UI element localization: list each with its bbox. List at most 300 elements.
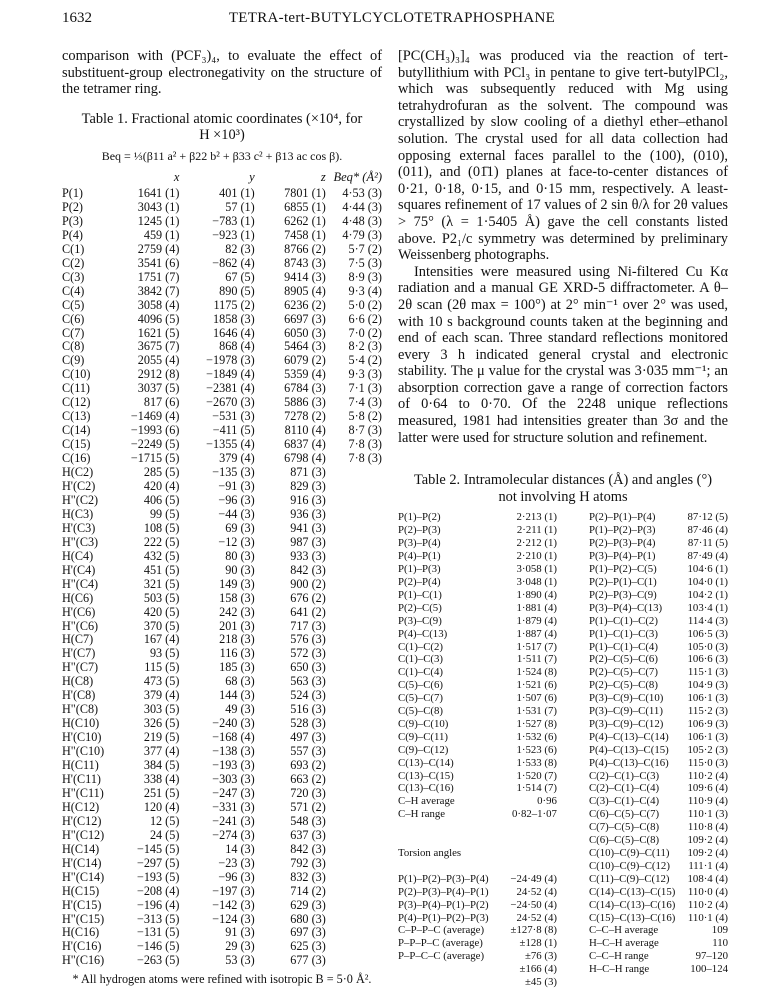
beq-value: [332, 578, 382, 592]
atom-label: H(C6): [62, 590, 94, 605]
coord-x: 1621 (5): [137, 325, 180, 340]
table-row: [62, 703, 382, 717]
table-row: [62, 313, 382, 327]
beq-value: [332, 815, 382, 829]
coord-y: 67 (5): [225, 269, 255, 284]
table-row: [62, 954, 382, 968]
atom-label: H(C15): [62, 883, 100, 898]
coord-x: −131 (5): [136, 925, 180, 940]
angle-label: C(2)–C(1)–C(3): [588, 769, 660, 782]
table-row: [398, 679, 728, 692]
coord-z: 717 (3): [290, 618, 326, 633]
atom-label: C(10): [62, 367, 91, 382]
table-row: [62, 410, 382, 424]
coord-z: 697 (3): [290, 925, 326, 940]
table-row: [62, 675, 382, 689]
coord-x: 3043 (1): [137, 199, 180, 214]
table2-caption-line2: not involving H atoms: [498, 488, 628, 505]
coord-y: −197 (3): [212, 883, 255, 898]
atom-label: C(13): [62, 409, 91, 424]
left-column: [62, 48, 382, 987]
angle-label: H–C–H average: [588, 937, 659, 950]
coord-x: 817 (6): [143, 395, 180, 410]
table-row: [398, 782, 728, 795]
beq-value: 4·44 (3): [342, 199, 382, 214]
bond-value: 1·881 (4): [516, 601, 557, 614]
beq-value: [332, 606, 382, 620]
angle-label: C(11)–C(9)–C(12): [588, 872, 670, 885]
atom-label: C(11): [62, 381, 90, 396]
beq-value: 5·7 (2): [348, 241, 382, 256]
bond-value: 1·521 (6): [516, 679, 557, 692]
beq-value: [332, 536, 382, 550]
coord-z: 571 (2): [290, 799, 326, 814]
table-row: [62, 187, 382, 201]
bond-label: P(3)–P(4): [398, 537, 441, 550]
beq-value: [332, 801, 382, 815]
table-row: [398, 770, 728, 783]
coord-x: 1245 (1): [137, 213, 180, 228]
coord-z: 8743 (3): [284, 255, 326, 270]
table-row: [62, 201, 382, 215]
angle-value: 106·9 (3): [687, 717, 728, 730]
angle-label: P(1)–C(1)–C(3): [588, 627, 658, 640]
table-row: [398, 950, 728, 963]
coord-y: −862 (4): [212, 255, 255, 270]
coord-y: −2670 (3): [206, 395, 255, 410]
coord-y: 57 (1): [225, 199, 255, 214]
table-row: [62, 745, 382, 759]
bond-label: P(2)–P(4): [398, 575, 441, 588]
coord-x: −146 (5): [136, 939, 180, 954]
coord-z: 933 (3): [290, 548, 326, 563]
beq-value: 5·0 (2): [348, 297, 382, 312]
coord-x: 3842 (7): [137, 283, 180, 298]
coord-x: 326 (5): [143, 716, 180, 731]
angle-value: 110·0 (4): [687, 885, 728, 898]
bond-label: C(5)–C(8): [398, 705, 443, 718]
coord-y: −142 (3): [212, 897, 255, 912]
angle-value: 110·8 (4): [687, 821, 728, 834]
page-number: 1632: [62, 10, 92, 26]
coord-x: 420 (4): [143, 478, 180, 493]
table1-caption-line1: Table 1. Fractional atomic coordinates (×10⁴, for: [81, 110, 363, 127]
table1-caption-line2: H ×10³): [199, 127, 245, 144]
bond-label: P(4)–P(1)–P(2)–P(3): [398, 911, 489, 924]
bond-value: [489, 847, 561, 860]
bond-label: P(1)–C(1): [398, 588, 442, 601]
coord-y: −1849 (4): [206, 367, 255, 382]
coord-y: 401 (1): [219, 185, 255, 200]
coord-y: −531 (3): [212, 409, 255, 424]
beq-value: [332, 647, 382, 661]
angle-label: P(1)–C(1)–C(2): [588, 614, 658, 627]
bond-label: P(1)–P(2)–P(3)–P(4): [398, 872, 489, 885]
beq-value: 9·3 (3): [348, 367, 382, 382]
coord-y: −2381 (4): [206, 381, 255, 396]
table-row: [62, 327, 382, 341]
coord-x: 321 (5): [143, 576, 180, 591]
coord-y: 91 (3): [225, 925, 255, 940]
coord-x: 1641 (1): [137, 185, 180, 200]
atom-label: H'(C14): [62, 855, 102, 870]
atom-label: C(15): [62, 437, 91, 452]
coord-z: 548 (3): [290, 813, 326, 828]
bond-label: P(2)–C(5): [398, 601, 442, 614]
table-row: [62, 940, 382, 954]
coord-x: 2055 (4): [137, 353, 180, 368]
bond-label: C(9)–C(11): [398, 730, 448, 743]
table-row: [398, 615, 728, 628]
bond-value: −24·50 (4): [510, 898, 557, 911]
atom-label: H"(C6): [62, 618, 99, 633]
angle-label: P(3)–P(4)–P(1): [588, 550, 656, 563]
coord-y: 158 (3): [219, 590, 255, 605]
table-row: [62, 466, 382, 480]
atom-label: H"(C14): [62, 869, 105, 884]
coord-z: 842 (3): [290, 562, 326, 577]
angle-value: 97–120: [695, 950, 728, 963]
coord-y: −240 (3): [212, 716, 255, 731]
angle-label: C–C–H range: [588, 950, 649, 963]
table-row: [62, 717, 382, 731]
angle-value: 106·6 (3): [687, 653, 728, 666]
angle-value: 110·9 (4): [687, 795, 728, 808]
beq-value: [332, 661, 382, 675]
angle-value: 105·0 (3): [687, 640, 728, 653]
beq-value: [332, 787, 382, 801]
angle-value: 109·2 (4): [687, 834, 728, 847]
beq-value: [332, 745, 382, 759]
table-row: [62, 522, 382, 536]
atom-label: H'(C11): [62, 772, 101, 786]
atom-label: P(4): [62, 227, 83, 242]
coord-x: 115 (5): [144, 660, 180, 675]
angle-label: P(2)–P(1)–C(1): [588, 575, 657, 588]
beq-value: [332, 550, 382, 564]
bond-label: C(9)–C(10): [398, 717, 449, 730]
bond-label: C–H average: [398, 795, 455, 808]
coord-y: −331 (3): [212, 799, 255, 814]
header-x: x: [173, 169, 180, 184]
bond-label: P–P–P–C (average): [398, 937, 483, 950]
beq-value: 7·4 (3): [348, 395, 382, 410]
bond-value: 2·211 (1): [516, 524, 557, 537]
atom-label: P(1): [62, 185, 83, 200]
coord-x: 451 (5): [143, 562, 180, 577]
table-row: [398, 873, 728, 886]
coord-y: 14 (3): [225, 841, 255, 856]
table-row: [398, 808, 728, 821]
atom-label: H"(C10): [62, 744, 105, 759]
atom-label: C(6): [62, 311, 85, 326]
table-row: [398, 718, 728, 731]
coord-x: −208 (4): [136, 883, 180, 898]
atom-label: H(C12): [62, 799, 100, 814]
angle-value: 104·6 (1): [687, 563, 728, 576]
angle-label: C(2)–C(1)–C(4): [588, 782, 660, 795]
bond-label: P(1)–P(3): [398, 563, 441, 576]
coord-x: 3037 (5): [137, 381, 180, 396]
coord-y: −274 (3): [212, 827, 255, 842]
coord-y: 1858 (3): [213, 311, 255, 326]
table1-caption: [62, 111, 382, 144]
beq-value: [332, 926, 382, 940]
beq-value: [332, 773, 382, 787]
angle-value: 87·11 (5): [687, 537, 728, 550]
coord-x: 2912 (8): [137, 367, 180, 382]
coord-z: 8766 (2): [284, 241, 326, 256]
beq-value: [332, 508, 382, 522]
table-row: [62, 550, 382, 564]
coord-y: 144 (3): [219, 688, 255, 703]
bond-label: C(13)–C(16): [398, 782, 454, 795]
coord-x: 338 (4): [143, 772, 180, 786]
angle-value: 103·4 (1): [687, 601, 728, 614]
angle-value: 100–124: [690, 963, 728, 976]
angle-value: 110: [712, 937, 728, 950]
coord-y: −91 (3): [218, 478, 255, 493]
angle-value: 115·1 (3): [687, 666, 728, 679]
table-row: [62, 354, 382, 368]
beq-value: [332, 731, 382, 745]
atom-label: H(C10): [62, 716, 100, 731]
coord-z: 557 (3): [290, 744, 326, 759]
beq-value: 7·5 (3): [348, 255, 382, 270]
bond-value: 24·52 (4): [516, 885, 557, 898]
beq-value: 7·8 (3): [348, 437, 382, 452]
coord-z: 8905 (4): [284, 283, 326, 298]
coord-x: 377 (4): [143, 744, 180, 759]
table-row: [398, 666, 728, 679]
coord-x: 2759 (4): [137, 241, 180, 256]
beq-value: [332, 522, 382, 536]
table-row: [398, 550, 728, 563]
beq-value: [332, 620, 382, 634]
table-row: [62, 926, 382, 940]
table-row: [398, 524, 728, 537]
table-row: [398, 847, 728, 860]
table-row: [62, 508, 382, 522]
coord-y: 1646 (4): [213, 325, 255, 340]
bond-value: 1·507 (6): [516, 692, 557, 705]
angle-value: 110·1 (3): [687, 808, 728, 821]
coord-z: 650 (3): [290, 660, 326, 675]
coord-x: 420 (5): [143, 604, 180, 619]
coord-z: 842 (3): [290, 841, 326, 856]
coord-x: 303 (5): [143, 702, 180, 717]
bond-value: 1·527 (8): [516, 717, 557, 730]
bond-value: 2·212 (1): [516, 537, 557, 550]
beq-value: [332, 703, 382, 717]
coord-z: 629 (3): [290, 897, 326, 912]
atom-label: H"(C11): [62, 785, 104, 800]
table-row: [398, 860, 728, 873]
angle-label: C(14)–C(13)–C(15): [588, 885, 676, 898]
coord-z: 528 (3): [290, 716, 326, 731]
table-row: [62, 829, 382, 843]
coord-z: 6236 (2): [284, 297, 326, 312]
coordinates-table: [62, 168, 382, 968]
coord-y: 53 (3): [225, 953, 255, 968]
coord-z: 6050 (3): [284, 325, 326, 340]
angle-value: 109: [711, 924, 728, 937]
table-row: [398, 563, 728, 576]
table-row: [398, 963, 728, 976]
angle-value: [678, 976, 728, 989]
table-row: [62, 620, 382, 634]
coord-y: −783 (1): [212, 213, 255, 228]
angle-label: C(3)–C(1)–C(4): [588, 795, 660, 808]
table-row: [62, 661, 382, 675]
atom-label: H"(C3): [62, 534, 99, 549]
beq-value: [332, 940, 382, 954]
coord-x: 370 (5): [143, 618, 180, 633]
table-row: [398, 628, 728, 641]
bond-label: P(2)–P(3)–P(4)–P(1): [398, 885, 489, 898]
table-row: [62, 536, 382, 550]
atom-label: H'(C4): [62, 562, 96, 577]
atom-label: C(5): [62, 297, 85, 312]
bond-label: [398, 976, 489, 989]
angle-label: P(3)–C(9)–C(12): [588, 717, 664, 730]
coord-y: −96 (3): [218, 869, 255, 884]
table-row: [398, 795, 728, 808]
angle-label: P(1)–C(1)–C(4): [588, 640, 658, 653]
angle-label: P(1)–P(2)–C(5): [588, 563, 657, 576]
table-row: [62, 424, 382, 438]
beq-value: 8·2 (3): [348, 339, 382, 354]
coord-z: 936 (3): [290, 506, 326, 521]
bond-value: 24·52 (4): [516, 911, 557, 924]
angle-value: 106·1 (3): [687, 692, 728, 705]
angle-label: P(2)–C(5)–C(6): [588, 653, 658, 666]
coord-z: 637 (3): [290, 827, 326, 842]
table-row: [398, 537, 728, 550]
beq-value: [332, 843, 382, 857]
bond-label: C(5)–C(6): [398, 679, 443, 692]
table-row: [398, 834, 728, 847]
table-row: [62, 564, 382, 578]
atom-label: H'(C15): [62, 897, 102, 912]
bond-value: [489, 860, 561, 873]
bond-label: [398, 860, 489, 873]
coord-y: 149 (3): [219, 576, 255, 591]
atom-label: C(12): [62, 395, 91, 410]
bond-label: C–P–P–C (average): [398, 924, 485, 937]
angle-label: P(3)–C(9)–C(11): [588, 705, 663, 718]
angle-label: C(6)–C(5)–C(7): [588, 808, 660, 821]
table-row: [398, 589, 728, 602]
coord-x: −1469 (4): [130, 409, 180, 424]
atom-label: H'(C10): [62, 730, 102, 745]
bond-value: [489, 821, 561, 834]
angle-value: 87·12 (5): [687, 511, 728, 524]
atom-label: H"(C12): [62, 827, 105, 842]
coord-z: 7278 (2): [284, 409, 326, 424]
angle-label: P(1)–P(2)–P(3): [588, 524, 656, 537]
bond-value: ±76 (3): [524, 950, 557, 963]
angle-label: P(2)–P(3)–C(9): [588, 588, 657, 601]
coord-y: −12 (3): [218, 534, 255, 549]
atom-label: H"(C4): [62, 576, 99, 591]
bond-label: C(1)–C(2): [398, 640, 443, 653]
bond-value: 1·524 (8): [516, 666, 557, 679]
coord-y: −411 (5): [212, 423, 255, 438]
angle-value: 106·5 (3): [687, 627, 728, 640]
beq-value: [332, 592, 382, 606]
beq-value: 6·6 (2): [348, 311, 382, 326]
table-row: [398, 705, 728, 718]
coord-x: 459 (1): [143, 227, 180, 242]
beq-value: 7·8 (3): [348, 451, 382, 466]
coord-x: 285 (5): [143, 465, 180, 480]
beq-value: [332, 675, 382, 689]
coord-y: −138 (3): [212, 744, 255, 759]
coord-z: 792 (3): [290, 855, 326, 870]
coord-z: 9414 (3): [284, 269, 326, 284]
angle-label: C(7)–C(5)–C(8): [588, 821, 660, 834]
angle-label: C(6)–C(5)–C(8): [588, 834, 660, 847]
coord-z: 572 (3): [290, 646, 326, 661]
atom-label: H"(C7): [62, 660, 99, 675]
bond-label: P(4)–C(13): [398, 627, 448, 640]
atom-label: H(C2): [62, 465, 94, 480]
header-y: y: [249, 169, 255, 184]
intro-paragraph: comparison with (PCF₃)₄, to evaluate the effect of substituent-group electronegativity on the structure of the tetramer ring.: [62, 48, 382, 98]
beq-formula: Beq = ⅓(β11 a² + β22 b² + β33 c² + β13 ac cos β).: [101, 148, 343, 163]
atom-label: H(C3): [62, 506, 94, 521]
table-row: [398, 937, 728, 950]
bond-value: 1·887 (4): [516, 627, 557, 640]
table-row: [62, 773, 382, 787]
atom-label: H'(C3): [62, 520, 96, 535]
bond-value: 1·514 (7): [516, 782, 557, 795]
right-column: [398, 48, 728, 989]
bond-value: 2·210 (1): [516, 550, 557, 563]
bond-value: 1·879 (4): [516, 614, 557, 627]
table-row: [398, 653, 728, 666]
table-row: [62, 857, 382, 871]
coord-z: 6079 (2): [284, 353, 326, 368]
beq-value: [332, 871, 382, 885]
coord-x: 93 (5): [149, 646, 180, 661]
angle-label: P(3)–C(9)–C(10): [588, 692, 664, 705]
beq-value: [332, 829, 382, 843]
angle-label: P(4)–C(13)–C(15): [588, 743, 669, 756]
beq-value: 7·0 (2): [348, 325, 382, 340]
coord-z: 677 (3): [290, 953, 326, 968]
coord-y: 242 (3): [219, 604, 255, 619]
bond-value: ±45 (3): [524, 976, 557, 989]
beq-value: [332, 480, 382, 494]
angle-value: 115·2 (3): [687, 705, 728, 718]
coord-y: 82 (3): [225, 241, 255, 256]
atom-label: H'(C2): [62, 478, 96, 493]
bond-label: C(13)–C(14): [398, 756, 454, 769]
coord-x: 108 (5): [143, 520, 180, 535]
angle-value: 110·2 (4): [687, 769, 728, 782]
table-row: [62, 592, 382, 606]
coord-z: 680 (3): [290, 911, 326, 926]
bond-label: [398, 821, 489, 834]
table-row: [62, 578, 382, 592]
angle-label: P(2)–C(5)–C(7): [588, 666, 658, 679]
beq-value: 7·1 (3): [348, 381, 382, 396]
table-row: [62, 257, 382, 271]
atom-label: H"(C8): [62, 702, 99, 717]
atom-label: C(1): [62, 241, 85, 256]
